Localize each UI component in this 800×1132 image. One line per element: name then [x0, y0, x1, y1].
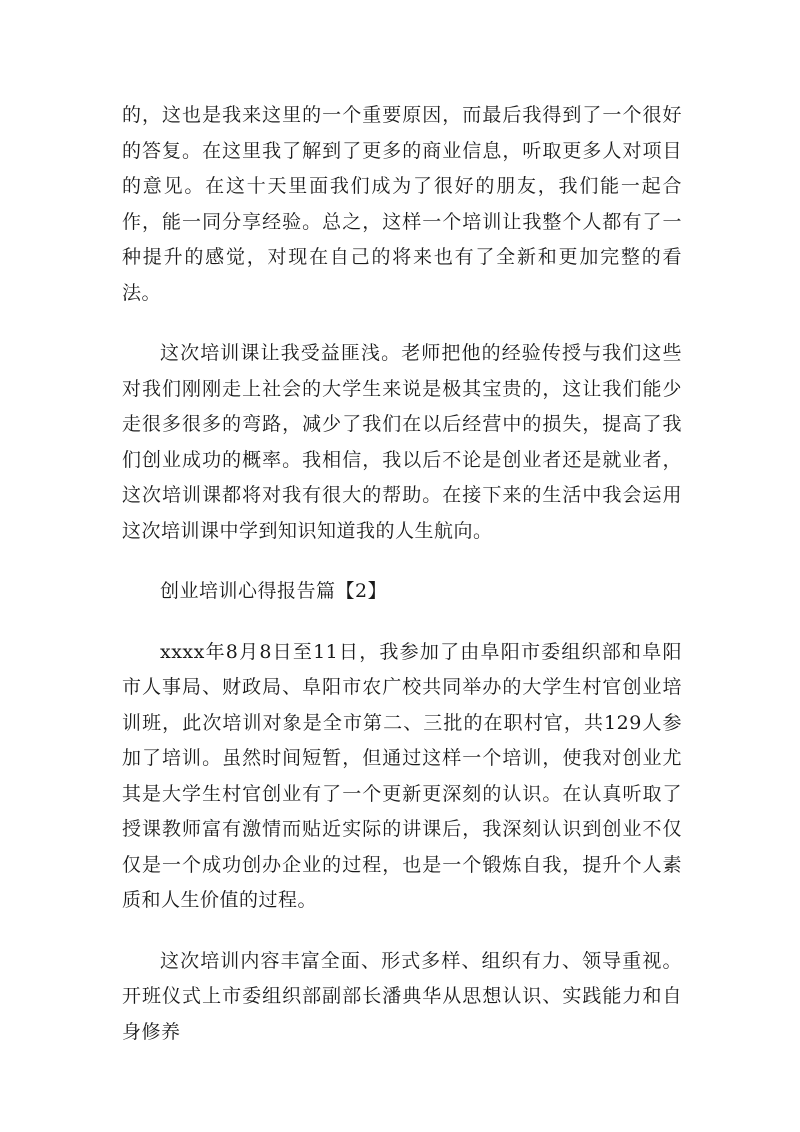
section-heading: 创业培训心得报告篇【2】 [160, 580, 388, 602]
paragraph-continuation: 的，这也是我来这里的一个重要原因，而最后我得到了一个很好的答复。在这里我了解到了更多的商业信息，听取更多人对项目的意见。在这十天里面我们成为了很好的朋友，我们能一起合作，能一同分享经验。总之，这样一个培训让我整个人都有了一种提升的感觉，对现在自己的将来也有了全新和更加完整的看法。 [122, 104, 682, 304]
paragraph-training-benefit: 这次培训课让我受益匪浅。老师把他的经验传授与我们这些对我们刚刚走上社会的大学生来说是极其宝贵的，这让我们能少走很多很多的弯路，减少了我们在以后经营中的损失，提高了我们创业成功的概率。我相信，我以后不论是创业者还是就业者，这次培训课都将对我有很大的帮助。在接下来的生活中我会运用这次培训课中学到知识知道我的人生航向。 [122, 342, 682, 542]
document-body [122, 98, 682, 1075]
paragraph-training-overview: xxxx年8月8日至11日，我参加了由阜阳市委组织部和阜阳市人事局、财政局、阜阳市农广校共同举办的大学生村官创业培训班，此次培训对象是全市第二、三批的在职村官，共129人参加了培训。虽然时间短暂，但通过这样一个培训，使我对创业尤其是大学生村官创业有了一个更新更深刻的认识。在认真听取了授课教师富有激情而贴近实际的讲课后，我深刻认识到创业不仅仅是一个成功创办企业的过程，也是一个锻炼自我，提升个人素质和人生价值的过程。 [122, 640, 682, 911]
paragraph-training-content: 这次培训内容丰富全面、形式多样、组织有力、领导重视。开班仪式上市委组织部副部长潘典华从思想认识、实践能力和自身修养 [122, 949, 682, 1043]
